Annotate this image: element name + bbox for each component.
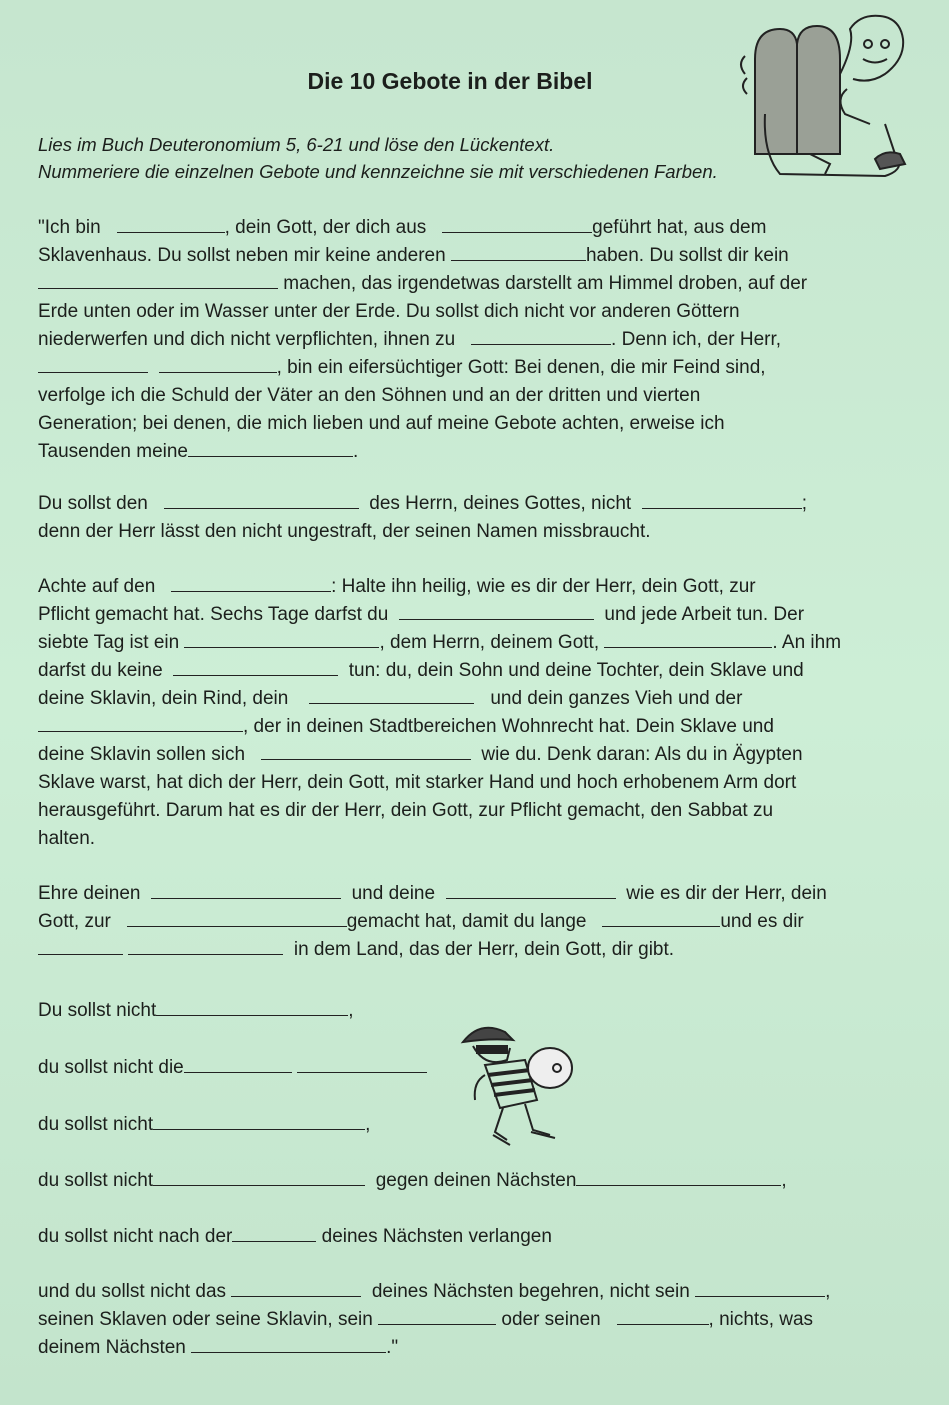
blank[interactable] bbox=[38, 936, 123, 955]
line-du-sollst-nicht: Du sollst nicht , bbox=[38, 997, 354, 1022]
line-nicht-die: du sollst nicht die bbox=[38, 1054, 427, 1079]
blank[interactable] bbox=[184, 1054, 292, 1073]
blank[interactable] bbox=[446, 880, 616, 899]
blank[interactable] bbox=[38, 713, 243, 732]
blank[interactable] bbox=[117, 214, 225, 233]
paragraph-first-commandments: "Ich bin , dein Gott, der dich aus geführt hat, aus dem Sklavenhaus. Du sollst neben mir keine anderen haben. Du sollst dir kein machen, das irgendetwas darstellt am Himmel droben, auf der Erde unten oder im Wasser unter der Erde. Du sollst dich nicht vor anderen Göttern niederwerfen und dich nicht verpflichten, ihnen zu . Denn ich, der Herr, , bin ein eifersüchtiger Gott: Bei denen, die mir Feind sind, verfolge ich die Schuld der Väter an den Söhnen und an der dritten und vierten Generation; bei denen, die mich lieben und auf meine Gebote achten, erweise ich Tausenden meine . bbox=[38, 214, 894, 466]
blank[interactable] bbox=[261, 741, 471, 760]
blank[interactable] bbox=[171, 573, 331, 592]
blank[interactable] bbox=[159, 354, 277, 373]
blank[interactable] bbox=[451, 242, 586, 261]
blank[interactable] bbox=[38, 354, 148, 373]
blank[interactable] bbox=[191, 1334, 386, 1353]
blank[interactable] bbox=[151, 880, 341, 899]
blank[interactable] bbox=[604, 629, 772, 648]
blank[interactable] bbox=[38, 270, 278, 289]
blank[interactable] bbox=[231, 1278, 361, 1297]
instruction-line-1: Lies im Buch Deuteronomium 5, 6-21 und löse den Lückentext. bbox=[38, 134, 555, 155]
blank[interactable] bbox=[173, 657, 338, 676]
blank[interactable] bbox=[378, 1306, 496, 1325]
moses-tablets-illustration bbox=[735, 4, 910, 189]
blank[interactable] bbox=[471, 326, 611, 345]
blank[interactable] bbox=[442, 214, 592, 233]
blank[interactable] bbox=[127, 908, 347, 927]
blank[interactable] bbox=[695, 1278, 825, 1297]
blank[interactable] bbox=[617, 1306, 709, 1325]
blank[interactable] bbox=[309, 685, 474, 704]
blank[interactable] bbox=[399, 601, 594, 620]
blank[interactable] bbox=[297, 1054, 427, 1073]
blank[interactable] bbox=[576, 1167, 781, 1186]
blank[interactable] bbox=[164, 490, 359, 509]
blank[interactable] bbox=[156, 997, 348, 1016]
blank[interactable] bbox=[184, 629, 379, 648]
thief-illustration bbox=[455, 1020, 585, 1155]
blank[interactable] bbox=[602, 908, 720, 927]
blank[interactable] bbox=[153, 1167, 365, 1186]
paragraph-name-of-god: Du sollst den des Herrn, deines Gottes, nicht ; denn der Herr lässt den nicht ungestraft, der seinen Namen missbraucht. bbox=[38, 490, 894, 546]
paragraph-sabbath: Achte auf den : Halte ihn heilig, wie es dir der Herr, dein Gott, zur Pflicht gemacht hat. Sechs Tage darfst du und jede Arbeit tun. Der siebte Tag ist ein , dem Herrn, deinem Gott, . An ihm darfst du keine tun: du, dein Sohn und deine Tochter, dein Sklave und deine Sklavin, dein Rind, dein und dein ganzes Vieh und der , der in deinen Stadtbereichen Wohnrecht hat. Dein Sklave und deine Sklavin sollen sich wie du. Denk daran: Als du in Ägypten Sklave warst, hat dich der Herr, dein Gott, mit starker Hand und hoch erhobenem Arm dort herausgeführt. Darum hat es dir der Herr, dein Gott, zur Pflicht gemacht, den Sabbat zu halten. bbox=[38, 573, 894, 853]
blank[interactable] bbox=[232, 1223, 316, 1242]
line-nicht-3: du sollst nicht , bbox=[38, 1111, 370, 1136]
blank[interactable] bbox=[642, 490, 802, 509]
blank[interactable] bbox=[188, 438, 353, 457]
blank[interactable] bbox=[128, 936, 283, 955]
paragraph-covet: und du sollst nicht das deines Nächsten begehren, nicht sein , seinen Sklaven oder seine Sklavin, sein oder seinen , nichts, was deinem Nächsten ." bbox=[38, 1278, 894, 1362]
blank[interactable] bbox=[153, 1111, 365, 1130]
paragraph-honor-parents: Ehre deinen und deine wie es dir der Herr, dein Gott, zur gemacht hat, damit du lange und es dir in dem Land, das der Herr, dein Gott, dir gibt. bbox=[38, 880, 894, 964]
line-gegen-naechsten: du sollst nicht gegen deinen Nächsten , bbox=[38, 1167, 787, 1192]
instruction-line-2: Nummeriere die einzelnen Gebote und kennzeichne sie mit verschiedenen Farben. bbox=[38, 161, 718, 182]
line-nach-der: du sollst nicht nach der deines Nächsten verlangen bbox=[38, 1223, 552, 1248]
page-title: Die 10 Gebote in der Bibel bbox=[307, 68, 593, 94]
